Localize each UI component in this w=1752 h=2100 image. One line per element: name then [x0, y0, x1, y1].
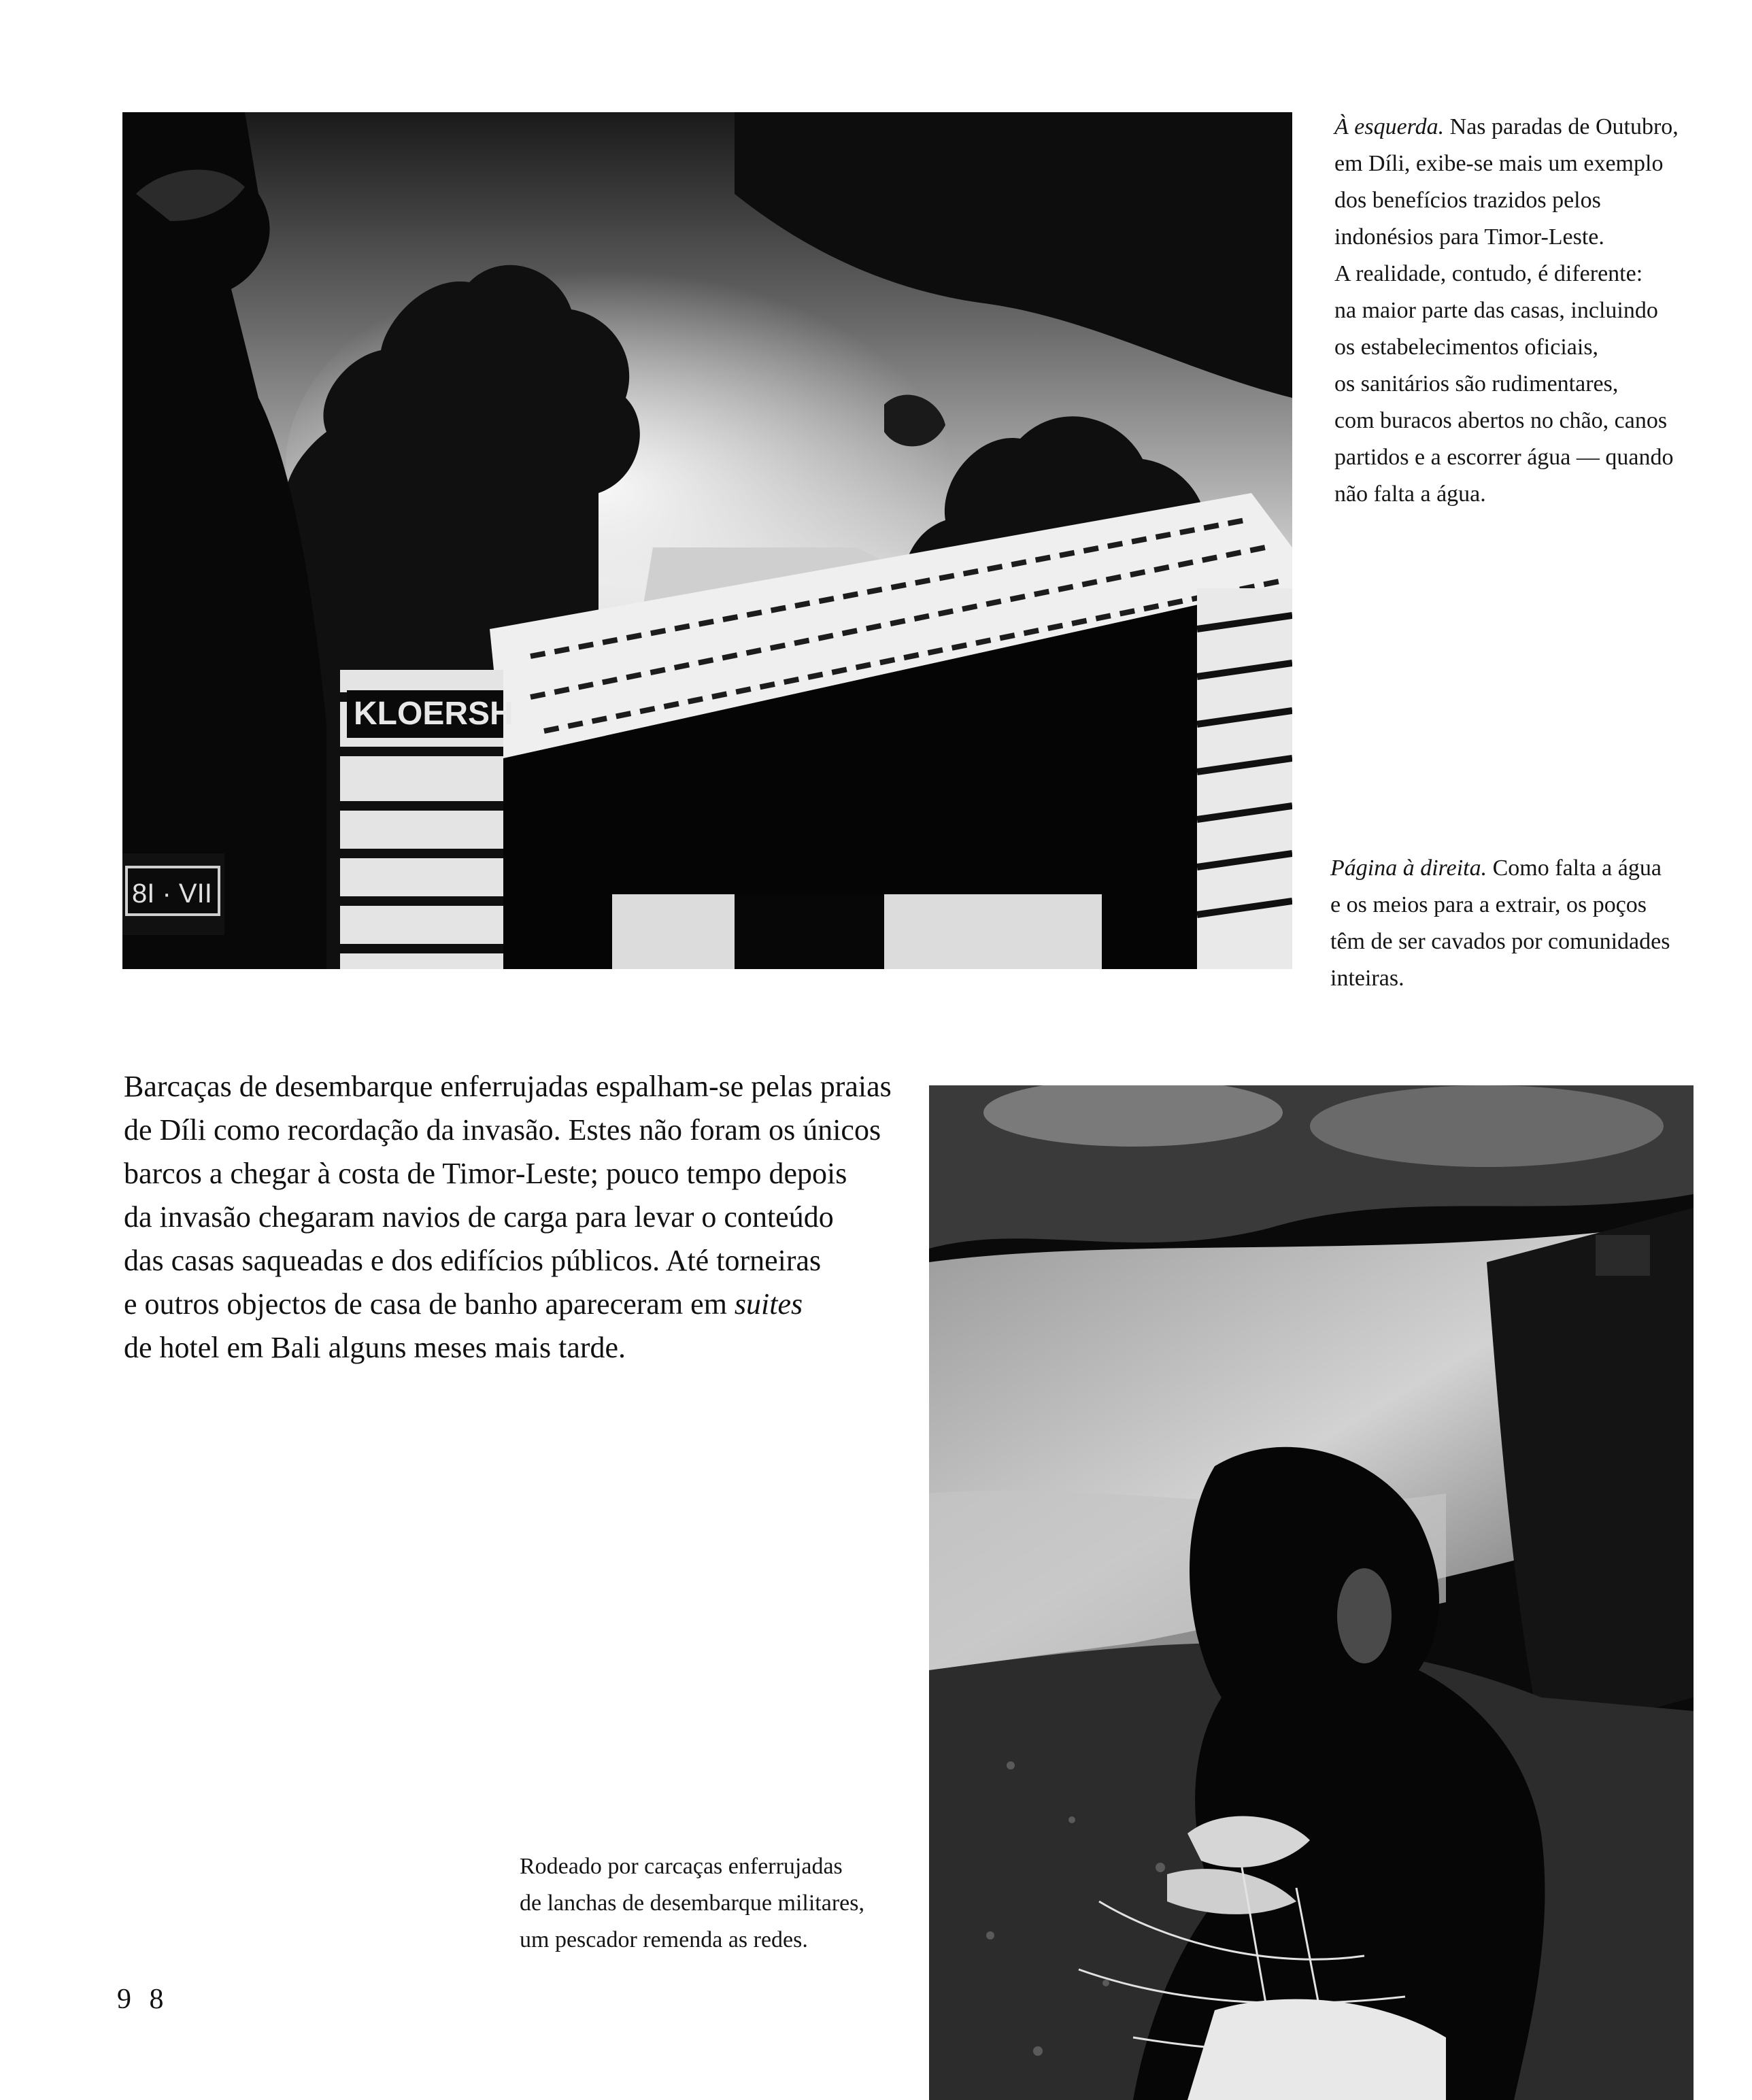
body-line-text: e outros objectos de casa de banho apareceram em [124, 1287, 727, 1321]
caption-parade-line: partidos e a escorrer água — quando [1334, 445, 1674, 470]
caption-parade-line: indonésios para Timor-Leste. [1334, 224, 1604, 250]
caption-fisherman-line: um pescador remenda as redes. [520, 1927, 808, 1952]
caption-parade-line: os estabelecimentos oficiais, [1334, 335, 1599, 360]
caption-parade-line: em Díli, exibe-se mais um exemplo [1334, 151, 1664, 176]
caption-parade-lead: À esquerda. [1334, 114, 1445, 139]
caption-wells-line: inteiras. [1330, 966, 1404, 991]
caption-fisherman-line: de lanchas de desembarque militares, [520, 1891, 864, 1916]
body-line: da invasão chegaram navios de carga para levar o conteúdo [124, 1200, 834, 1234]
caption-parade-line: Nas paradas de Outubro, [1449, 114, 1679, 139]
caption-fisherman [520, 1848, 928, 1959]
caption-fisherman-line: Rodeado por carcaças enferrujadas [520, 1854, 843, 1879]
body-italic-suites: suites [734, 1287, 803, 1321]
caption-parade-line: os sanitários são rudimentares, [1334, 371, 1619, 396]
caption-parade-line: não falta a água. [1334, 481, 1486, 507]
body-line: de Díli como recordação da invasão. Estes não foram os únicos [124, 1113, 881, 1147]
parade-photo-graphic [122, 112, 1292, 969]
caption-parade [1334, 109, 1742, 513]
body-line: Barcaças de desembarque enferrujadas espalham-se pelas praias [124, 1070, 892, 1103]
photo-parade-building [122, 112, 1292, 969]
caption-parade-line: com buracos abertos no chão, canos [1334, 408, 1668, 433]
body-line: de hotel em Bali alguns meses mais tarde. [124, 1331, 626, 1364]
caption-parade-line: dos benefícios trazidos pelos [1334, 188, 1601, 213]
page-number: 9 8 [117, 1984, 169, 2015]
caption-parade-line: A realidade, contudo, é diferente: [1334, 261, 1643, 286]
fisherman-photo-graphic [929, 1085, 1694, 2100]
body-line: das casas saqueadas e dos edifícios públicos. Até torneiras [124, 1244, 822, 1277]
caption-wells-line: e os meios para a extrair, os poços [1330, 892, 1647, 917]
caption-parade-line: na maior parte das casas, incluindo [1334, 298, 1658, 323]
body-paragraph [124, 1065, 906, 1370]
caption-wells-line: têm de ser cavados por comunidades [1330, 929, 1670, 954]
caption-wells-line: Como falta a água [1492, 856, 1662, 881]
body-line: barcos a chegar à costa de Timor-Leste; pouco tempo depois [124, 1157, 847, 1190]
sign-text: KLOERSH [354, 696, 513, 732]
body-line-suites [124, 1283, 906, 1326]
caption-wells [1330, 850, 1738, 997]
photo-fisherman [929, 1085, 1694, 2100]
plate-text: 8I · VII [132, 879, 212, 909]
caption-wells-lead: Página à direita. [1330, 856, 1487, 881]
